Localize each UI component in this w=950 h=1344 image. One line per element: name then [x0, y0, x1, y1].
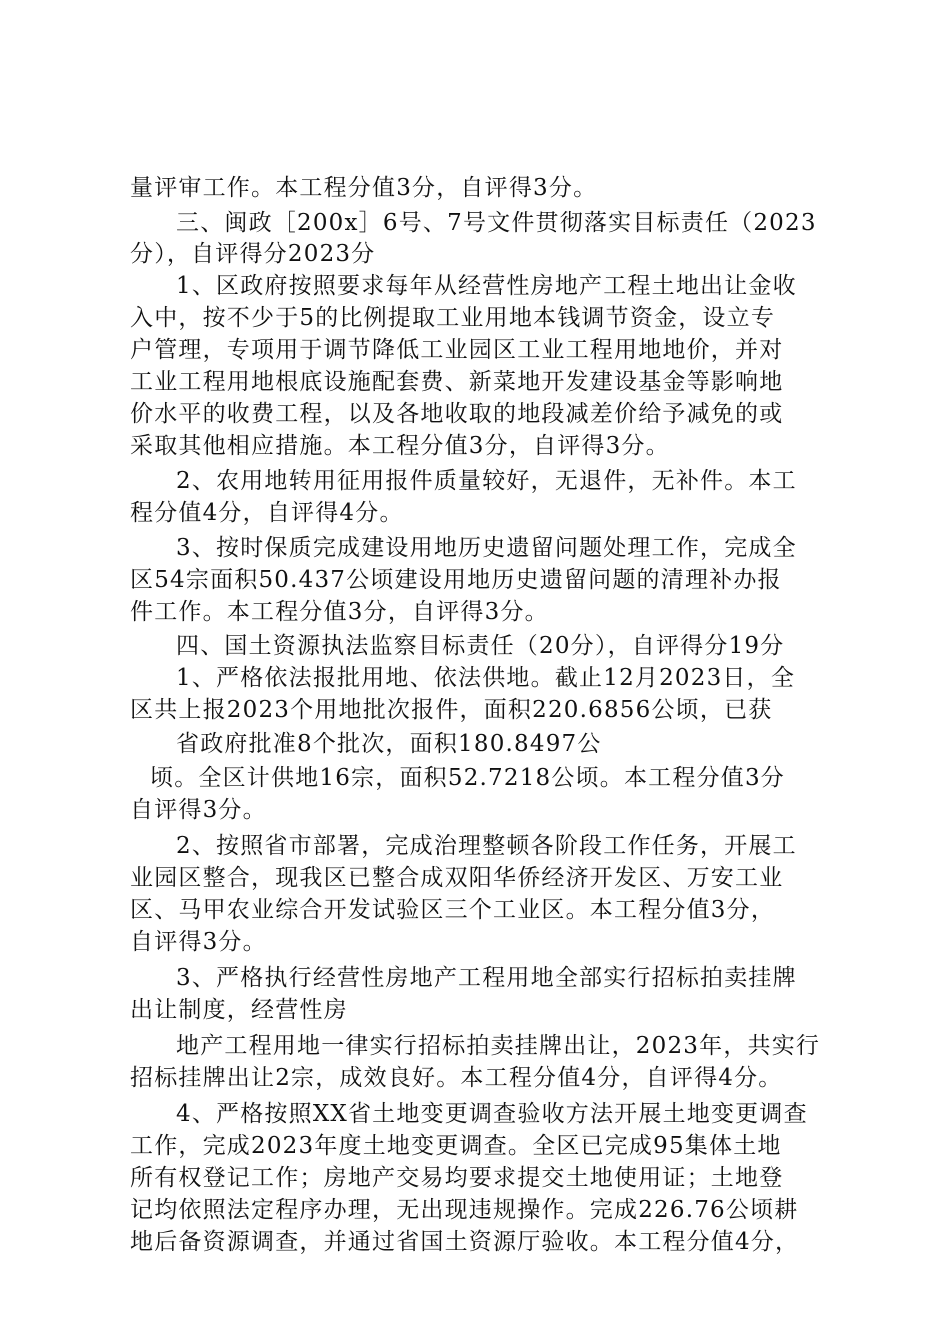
text-line: 采取其他相应措施。本工程分值3分，自评得3分。 — [130, 433, 670, 459]
text-line: 省政府批准8个批次，面积180.8497公 — [176, 731, 602, 757]
section-heading: 四、国土资源执法监察目标责任（20分），自评得分19分 — [176, 633, 785, 659]
text-line: 记均依照法定程序办理，无出现违规操作。完成226.76公顷耕 — [130, 1197, 799, 1223]
text-line: 入中，按不少于5的比例提取工业用地本钱调节资金，设立专 — [130, 305, 776, 331]
text-line: 量评审工作。本工程分值3分，自评得3分。 — [130, 175, 598, 201]
text-line: 程分值4分，自评得4分。 — [130, 500, 404, 526]
text-line: 2、农用地转用征用报件质量较好，无退件，无补件。本工 — [176, 468, 797, 494]
text-line: 区共上报2023个用地批次报件，面积220.6856公顷，已获 — [130, 697, 773, 723]
text-line: 区、马甲农业综合开发试验区三个工业区。本工程分值3分， — [130, 897, 776, 923]
text-line: 所有权登记工作；房地产交易均要求提交土地使用证；土地登 — [130, 1165, 784, 1191]
text-line: 2、按照省市部署，完成治理整顿各阶段工作任务，开展工 — [176, 833, 797, 859]
text-line: 工作，完成2023年度土地变更调查。全区已完成95集体土地 — [130, 1133, 782, 1159]
text-line: 地产工程用地一律实行招标拍卖挂牌出让，2023年，共实行 — [176, 1033, 821, 1059]
text-line: 分），自评得分2023分 — [130, 241, 376, 267]
text-line: 3、严格执行经营性房地产工程用地全部实行招标拍卖挂牌 — [176, 965, 797, 991]
text-line: 区54宗面积50.437公顷建设用地历史遗留问题的清理补办报 — [130, 567, 782, 593]
text-line: 自评得3分。 — [130, 797, 267, 823]
text-line: 户管理，专项用于调节降低工业园区工业工程用地地价，并对 — [130, 337, 784, 363]
text-line: 工业工程用地根底设施配套费、新菜地开发建设基金等影响地 — [130, 369, 784, 395]
text-line: 4、严格按照XX省土地变更调查验收方法开展土地变更调查 — [176, 1101, 808, 1127]
text-line: 件工作。本工程分值3分，自评得3分。 — [130, 599, 549, 625]
text-line: 招标挂牌出让2宗，成效良好。本工程分值4分，自评得4分。 — [130, 1065, 783, 1091]
text-line: 出让制度，经营性房 — [130, 997, 348, 1023]
section-heading: 三、闽政［200x］6号、7号文件贯彻落实目标责任（2023 — [176, 210, 817, 236]
text-line: 顷。全区计供地16宗，面积52.7218公顷。本工程分值3分 — [150, 765, 786, 791]
text-line: 地后备资源调查，并通过省国土资源厅验收。本工程分值4分， — [130, 1229, 800, 1255]
text-line: 1、严格依法报批用地、依法供地。截止12月2023日，全 — [176, 665, 796, 691]
text-line: 自评得3分。 — [130, 929, 267, 955]
text-line: 价水平的收费工程，以及各地收取的地段减差价给予减免的或 — [130, 401, 784, 427]
text-line: 1、区政府按照要求每年从经营性房地产工程土地出让金收 — [176, 273, 797, 299]
text-line: 3、按时保质完成建设用地历史遗留问题处理工作，完成全 — [176, 535, 797, 561]
text-line: 业园区整合，现我区已整合成双阳华侨经济开发区、万安工业 — [130, 865, 784, 891]
